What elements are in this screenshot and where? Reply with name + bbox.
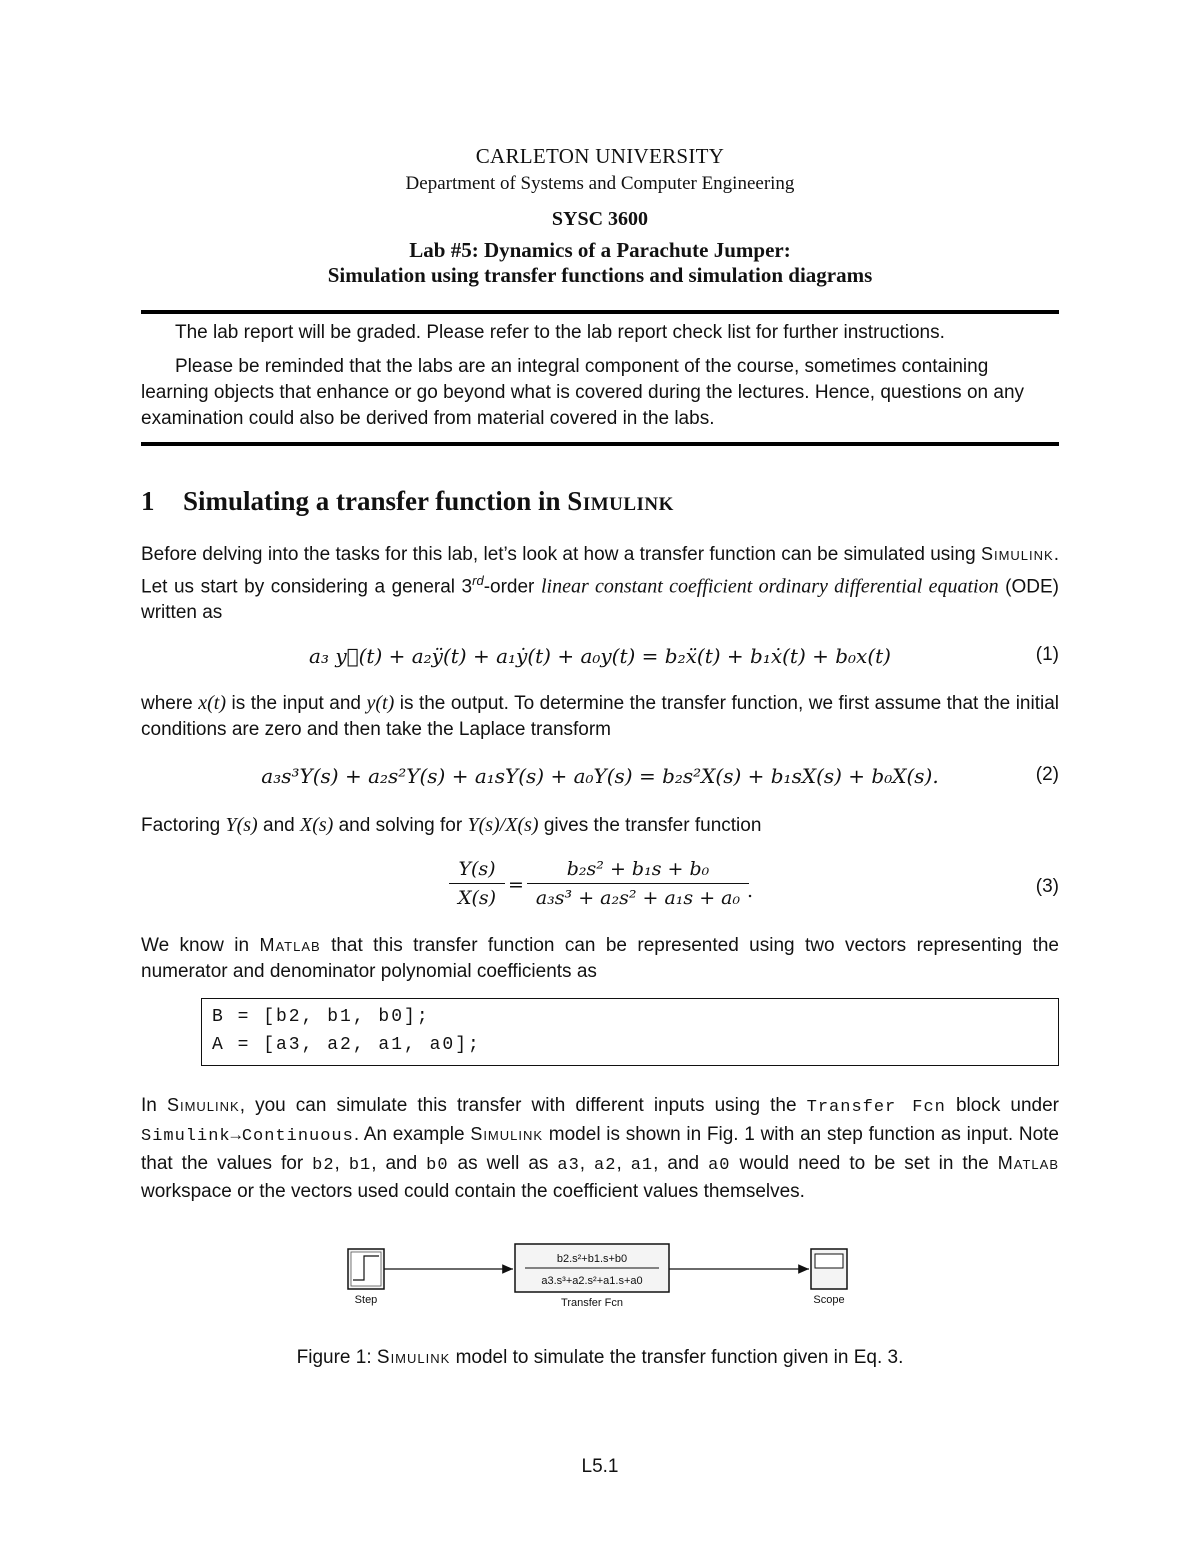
equation-3-lhs: $\frac{Y(s)}{X(s)}$ <box>449 858 505 909</box>
section-number: 1 <box>141 486 155 516</box>
ode-emphasis: linear constant coefficient ordinary differential equation <box>540 575 999 598</box>
equation-1 <box>141 644 1059 674</box>
equation-1-number: (1) <box>1035 644 1059 665</box>
lab-subtitle: Simulation using transfer functions and simulation diagrams <box>327 263 873 287</box>
university-name: CARLETON UNIVERSITY <box>475 144 725 168</box>
equation-3-number: (3) <box>1035 876 1059 897</box>
equation-3-rhs: $\frac{\text{b₂s² + b₁s + b₀}}{\text{a₃s³ + a₂s² + a₁s + a₀}}$ <box>527 858 749 909</box>
equation-3: $\frac{Y(s)}{X(s)}$ = $\frac{\text{b₂s² + b₁s + b₀}}{\text{a₃s³ + a₂s² + a₁s + a₀}}$ . (3) <box>141 858 1059 918</box>
transfer-fcn-code: Transfer Fcn <box>806 1098 946 1117</box>
lab-title: Lab #5: Dynamics of a Parachute Jumper: <box>409 238 791 262</box>
step-label: Step <box>354 1294 378 1306</box>
transfer-fcn-block <box>515 1244 669 1292</box>
simulink-term: Simulink <box>980 544 1054 564</box>
simulink-paragraph: In Simulink, you can simulate this transfer with different inputs using the Transfer Fcn block under Simulink→Continuous. An example Simulink model is shown in Fig. 1 with an step function as input. Note that the values for b2, b1, and b0 as well as a3, a2, a1, and a0 would need to be set in the Matlab workspace or the vectors used could contain the coefficient values themselves. <box>141 1095 1060 1202</box>
simulink-diagram <box>330 1232 870 1312</box>
notice-paragraph-reminder: Please be reminded that the labs are an integral component of the course, sometimes containing learning objects that enhance or go beyond what is covered during the lectures. Hence, questions on any examination could also be derived from material covered in the labs. <box>141 356 1025 429</box>
section-title: Simulating a transfer function in <box>183 486 568 516</box>
scope-block <box>811 1249 847 1289</box>
notice-block <box>141 320 1059 432</box>
page-number: L5.1 <box>581 1456 619 1477</box>
code-line-numerator: B = [b2, b1, b0]; <box>212 1007 430 1027</box>
code-line-denominator: A = [a3, a2, a1, a0]; <box>212 1035 481 1055</box>
library-path-code: Simulink→Continuous <box>141 1127 354 1146</box>
section-title-simulink: Simulink <box>567 486 674 516</box>
equation-2-body: a₃s³Y(s) + a₂s²Y(s) + a₁sY(s) + a₀Y(s) = b₂s²X(s) + b₁sX(s) + b₀X(s). <box>261 764 939 788</box>
section-heading <box>141 486 674 517</box>
matlab-term: Matlab <box>259 935 321 955</box>
bottom-rule <box>141 442 1059 446</box>
equation-2 <box>141 764 1059 794</box>
code-listing <box>201 998 1059 1066</box>
step-block <box>348 1249 384 1289</box>
factoring-paragraph: Factoring Y(s) and X(s) and solving for Y(s)/X(s) gives the transfer function <box>141 814 762 836</box>
top-rule <box>141 310 1059 314</box>
tf-label: Transfer Fcn <box>561 1297 623 1309</box>
tf-numerator: b2.s²+b1.s+b0 <box>556 1253 628 1265</box>
intro-paragraph: Before delving into the tasks for this lab, let’s look at how a transfer function can be simulated using Simulink. Let us start by considering a general 3rd-order linear constant coefficient ordinary differential equation (ODE) written as <box>141 544 1060 624</box>
scope-icon <box>815 1254 843 1268</box>
scope-label: Scope <box>813 1294 845 1306</box>
department-name: Department of Systems and Computer Engineering <box>405 173 795 194</box>
matlab-paragraph: We know in Matlab that this transfer function can be represented using two vectors representing the numerator and denominator polynomial coefficients as <box>141 935 1059 982</box>
tf-denominator: a3.s³+a2.s²+a1.s+a0 <box>541 1275 643 1287</box>
course-code: SYSC 3600 <box>551 208 649 230</box>
equation-2-number: (2) <box>1035 764 1059 785</box>
laplace-paragraph: where x(t) is the input and y(t) is the output. To determine the transfer function, we first assume that the initial conditions are zero and then take the Laplace transform <box>141 692 1060 740</box>
equation-1-body: a₃ y⃛(t) + a₂ÿ(t) + a₁ẏ(t) + a₀y(t) = b₂ẍ(t) + b₁ẋ(t) + b₀x(t) <box>309 644 891 668</box>
figure-caption: Figure 1: Simulink model to simulate the transfer function given in Eq. 3. <box>296 1347 904 1368</box>
notice-paragraph-grading: The lab report will be graded. Please refer to the lab report check list for further instructions. <box>175 322 945 343</box>
